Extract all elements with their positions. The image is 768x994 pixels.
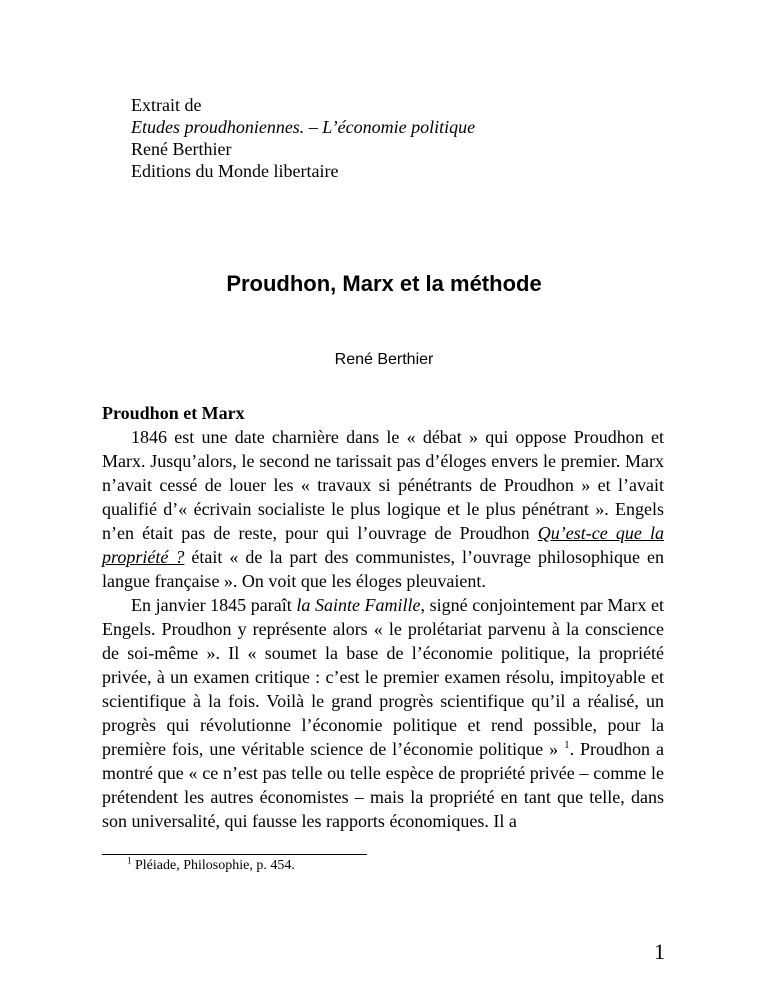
header-line-book-title: Etudes proudhoniennes. – L’économie politique bbox=[131, 117, 476, 137]
paragraph-1 bbox=[102, 425, 664, 593]
footnote-text: Pléiade, Philosophie, p. 454. bbox=[131, 858, 295, 873]
paragraph-1-text-a: 1846 est une date charnière dans le « débat » qui oppose Proudhon et Marx. Jusqu’alors, le second ne tarissait pas d’éloges envers le premier. Marx n’avait cessé de louer les « travaux si pénétrants de Proudhon » et l’avait qualifié d’« écrivain socialiste le plus logique et le plus pénétrant ». Engels n’en était pas de reste, pour qui l’ouvrage de Proudhon bbox=[102, 427, 664, 543]
footnote-reference[interactable]: 1 bbox=[564, 739, 570, 751]
paragraph-1-text-b: était « de la part des communistes, l’ouvrage philosophique en langue française ». On voit que les éloges pleuvaient. bbox=[102, 547, 665, 591]
paragraph-2 bbox=[102, 593, 664, 833]
article-body bbox=[102, 401, 664, 833]
book-title-reference: Qu’est-ce que la propriété ? bbox=[102, 523, 664, 567]
footnote-number: 1 bbox=[127, 855, 132, 866]
header-line-extract: Extrait de bbox=[131, 95, 202, 115]
paragraph-2-text-c: . Proudhon a montré que « ce n’est pas telle ou telle espèce de propriété privée – comme le prétendent les autres économistes – mais la propriété en tant que telle, dans son universalité, qui fausse les rapports économiques. Il a bbox=[102, 739, 664, 831]
page-number: 1 bbox=[654, 939, 665, 964]
header-line-publisher: Editions du Monde libertaire bbox=[131, 161, 339, 181]
article-author: René Berthier bbox=[334, 351, 434, 368]
header-line-author: René Berthier bbox=[131, 139, 232, 159]
source-header bbox=[131, 94, 475, 182]
section-heading: Proudhon et Marx bbox=[102, 403, 245, 423]
book-title-reference-2: la Sainte Famille bbox=[296, 595, 421, 615]
footnote-divider bbox=[102, 854, 367, 855]
paragraph-2-text-b: , signé conjointement par Marx et Engels. Proudhon y représente alors « le prolétariat parvenu à la conscience de soi-même ». Il « soumet la base de l’économie politique, la propriété privée, à un examen critique : c’est le premier examen résolu, impitoyable et scientifique à la fois. Voilà le grand progrès scientifique qu’il a réalisé, un progrès qui révolutionne l’économie politique et rend possible, pour la première fois, une véritable science de l’économie politique » bbox=[102, 595, 664, 759]
footnote bbox=[127, 857, 295, 875]
paragraph-2-text-a: En janvier 1845 paraît bbox=[131, 595, 297, 615]
article-title: Proudhon, Marx et la méthode bbox=[226, 271, 542, 296]
